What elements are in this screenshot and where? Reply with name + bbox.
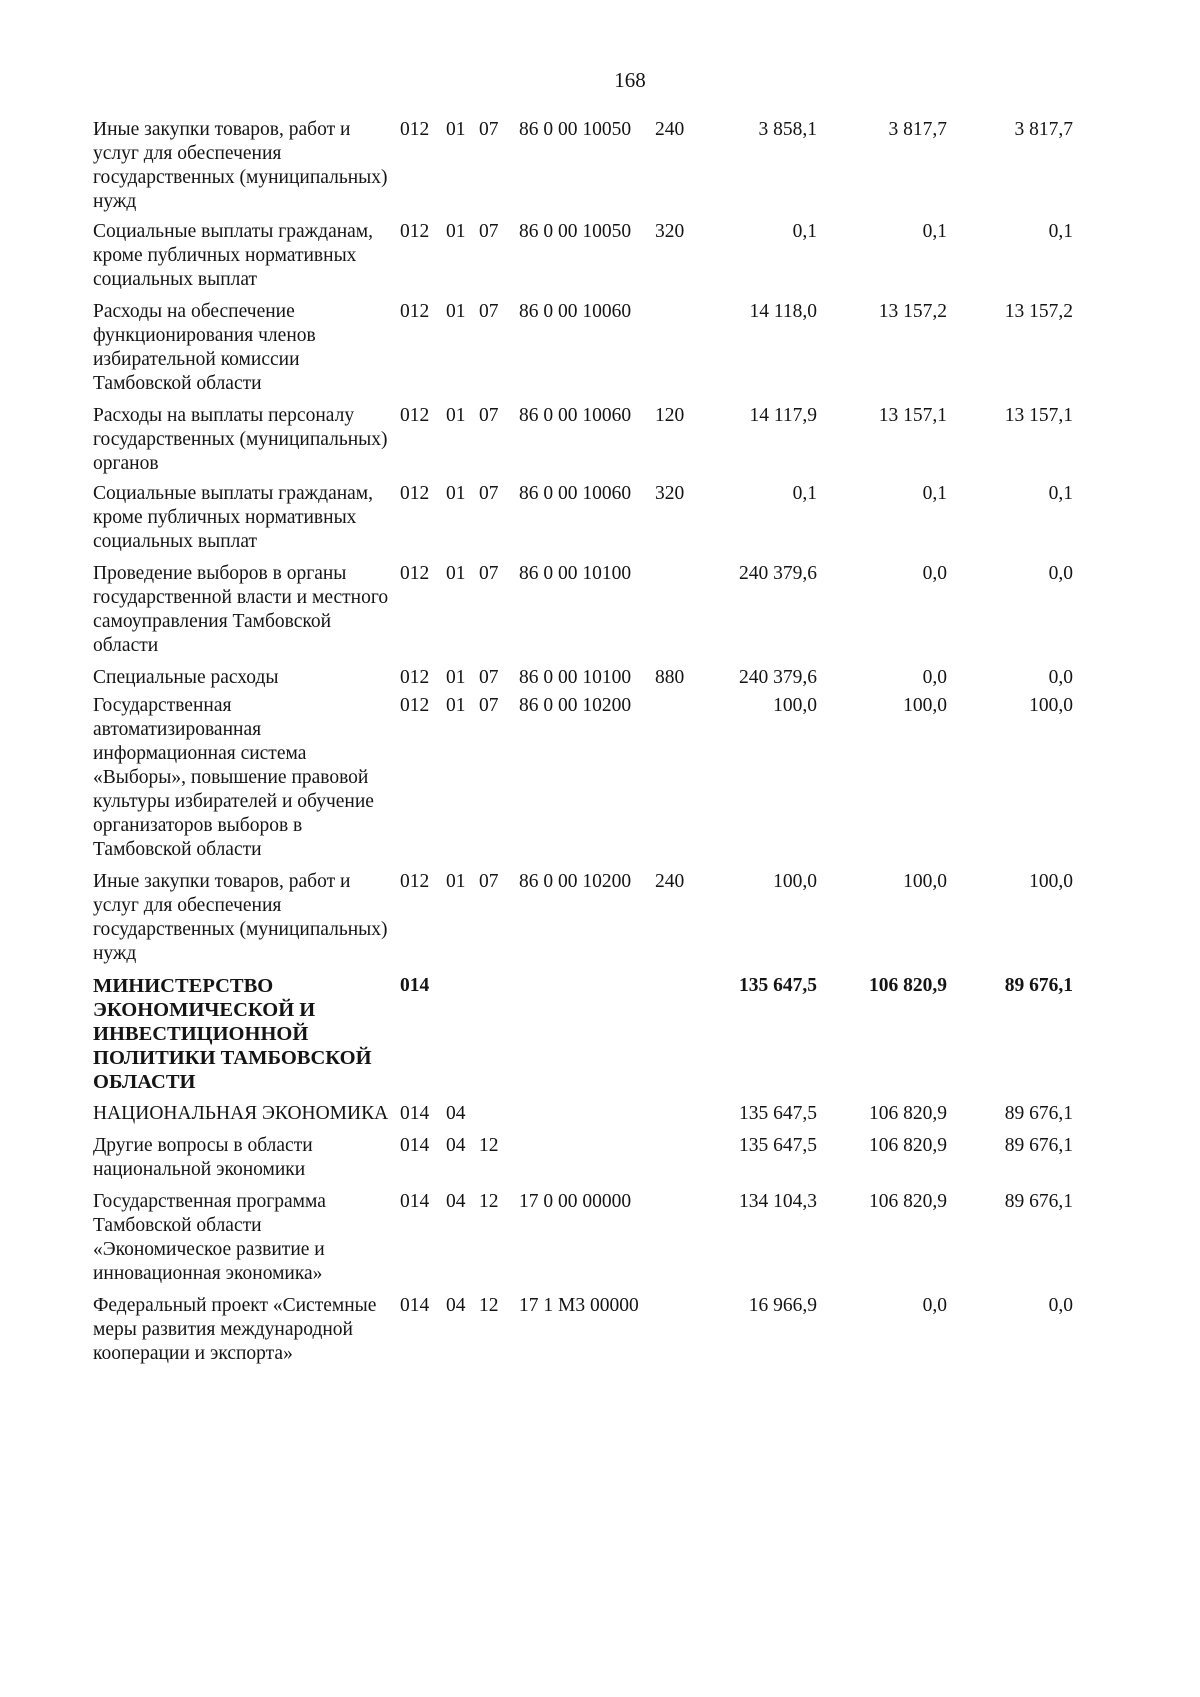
amount-year-1: 240 379,6: [739, 667, 817, 688]
target-article-code: 17 1 M3 00000: [519, 1295, 639, 1316]
amount-year-2: 0,0: [922, 1295, 947, 1316]
amount-year-2: 0,1: [922, 483, 947, 504]
table-row: [93, 554, 1073, 658]
amount-year-3: 13 157,2: [1004, 301, 1073, 322]
row-name: Расходы на выплаты персоналу государственных (муниципальных) органов: [93, 405, 388, 474]
amount-year-2: 13 157,1: [878, 405, 947, 426]
section-code: 01: [446, 667, 466, 688]
amount-year-3: 0,0: [1048, 667, 1073, 688]
expense-type-code: 320: [655, 221, 685, 242]
amount-year-1: 0,1: [792, 221, 817, 242]
subsection-code: 07: [479, 301, 499, 322]
section-code: 04: [446, 1295, 466, 1316]
expense-type-code: [655, 554, 715, 658]
row-name: МИНИСТЕРСТВО ЭКОНОМИЧЕСКОЙ И ИНВЕСТИЦИОННОЙ ПОЛИТИКИ ТАМБОВСКОЙ ОБЛАСТИ: [93, 975, 372, 1093]
amount-year-3: 89 676,1: [1004, 975, 1073, 996]
row-name: Расходы на обеспечение функционирования членов избирательной комиссии Тамбовской области: [93, 301, 316, 394]
table-row: [93, 966, 1073, 1094]
amount-year-2: 3 817,7: [888, 119, 947, 140]
ved-code: 012: [400, 483, 430, 504]
section-code: 01: [446, 301, 466, 322]
section-code: 01: [446, 695, 466, 716]
expense-type-code: 320: [655, 483, 685, 504]
expense-type-code: 120: [655, 405, 685, 426]
subsection-code: 07: [479, 405, 499, 426]
target-article-code: 86 0 00 10050: [519, 221, 632, 242]
subsection-code: 07: [479, 695, 499, 716]
target-article-code: 86 0 00 10100: [519, 563, 632, 584]
expense-type-code: 240: [655, 871, 685, 892]
target-article-code: 86 0 00 10100: [519, 667, 632, 688]
amount-year-1: 16 966,9: [748, 1295, 817, 1316]
subsection-code: [479, 966, 519, 1094]
amount-year-1: 135 647,5: [739, 975, 817, 996]
amount-year-2: 100,0: [903, 871, 947, 892]
row-name: Федеральный проект «Системные меры развития международной кооперации и экспорта»: [93, 1295, 377, 1364]
section-code: [446, 966, 479, 1094]
section-code: 01: [446, 563, 466, 584]
subsection-code: 07: [479, 563, 499, 584]
table-row: [93, 118, 1073, 214]
ved-code: 014: [400, 1135, 430, 1156]
table-body: [93, 118, 1073, 1366]
amount-year-2: 106 820,9: [869, 975, 947, 996]
target-article-code: 86 0 00 10200: [519, 695, 632, 716]
expense-type-code: [655, 1126, 715, 1182]
amount-year-1: 134 104,3: [739, 1191, 817, 1212]
target-article-code: [519, 1126, 655, 1182]
amount-year-2: 100,0: [903, 695, 947, 716]
expense-type-code: 880: [655, 667, 685, 688]
ved-code: 014: [400, 975, 430, 996]
amount-year-3: 0,1: [1048, 221, 1073, 242]
page-number: 168: [614, 68, 646, 92]
subsection-code: 12: [479, 1135, 499, 1156]
row-name: Государственная программа Тамбовской области «Экономическое развитие и инновационная экономика»: [93, 1191, 326, 1284]
ved-code: 012: [400, 301, 430, 322]
table-row: [93, 476, 1073, 554]
amount-year-3: 100,0: [1029, 871, 1073, 892]
expense-type-code: [655, 1286, 715, 1366]
section-code: 01: [446, 871, 466, 892]
section-code: 04: [446, 1103, 466, 1124]
section-code: 01: [446, 405, 466, 426]
amount-year-1: 3 858,1: [758, 119, 817, 140]
amount-year-1: 100,0: [773, 871, 817, 892]
ved-code: 012: [400, 695, 430, 716]
subsection-code: 07: [479, 667, 499, 688]
amount-year-3: 3 817,7: [1014, 119, 1073, 140]
target-article-code: [519, 966, 655, 1094]
section-code: 04: [446, 1191, 466, 1212]
amount-year-1: 0,1: [792, 483, 817, 504]
target-article-code: 17 0 00 00000: [519, 1191, 632, 1212]
amount-year-1: 135 647,5: [739, 1135, 817, 1156]
subsection-code: 07: [479, 871, 499, 892]
section-code: 01: [446, 483, 466, 504]
section-code: 01: [446, 221, 466, 242]
amount-year-3: 0,1: [1048, 483, 1073, 504]
row-name: Иные закупки товаров, работ и услуг для обеспечения государственных (муниципальных) нужд: [93, 871, 388, 964]
amount-year-2: 106 820,9: [869, 1103, 947, 1124]
ved-code: 012: [400, 221, 430, 242]
row-name: Социальные выплаты гражданам, кроме публичных нормативных социальных выплат: [93, 483, 374, 552]
amount-year-2: 106 820,9: [869, 1191, 947, 1212]
amount-year-2: 0,0: [922, 563, 947, 584]
section-code: 04: [446, 1135, 466, 1156]
amount-year-2: 106 820,9: [869, 1135, 947, 1156]
row-name: Проведение выборов в органы государственной власти и местного самоуправления Тамбовской области: [93, 563, 389, 656]
subsection-code: 12: [479, 1295, 499, 1316]
expense-type-code: [655, 292, 715, 396]
expense-type-code: [655, 690, 715, 862]
row-name: НАЦИОНАЛЬНАЯ ЭКОНОМИКА: [93, 1103, 389, 1124]
subsection-code: 12: [479, 1191, 499, 1212]
amount-year-3: 0,0: [1048, 563, 1073, 584]
table-row: [93, 1286, 1073, 1366]
table-row: [93, 1094, 1073, 1126]
ved-code: 012: [400, 871, 430, 892]
amount-year-1: 14 118,0: [749, 301, 817, 322]
amount-year-2: 13 157,2: [878, 301, 947, 322]
amount-year-1: 135 647,5: [739, 1103, 817, 1124]
amount-year-1: 14 117,9: [749, 405, 817, 426]
expense-type-code: [655, 966, 715, 1094]
expense-type-code: 240: [655, 119, 685, 140]
table-row: [93, 214, 1073, 292]
table-row: [93, 658, 1073, 690]
target-article-code: 86 0 00 10050: [519, 119, 632, 140]
ved-code: 014: [400, 1295, 430, 1316]
row-name: Другие вопросы в области национальной экономики: [93, 1135, 313, 1180]
target-article-code: 86 0 00 10060: [519, 301, 632, 322]
amount-year-3: 89 676,1: [1004, 1103, 1073, 1124]
expense-type-code: [655, 1182, 715, 1286]
ved-code: 012: [400, 405, 430, 426]
amount-year-3: 100,0: [1029, 695, 1073, 716]
ved-code: 012: [400, 667, 430, 688]
table-row: [93, 1126, 1073, 1182]
ved-code: 012: [400, 563, 430, 584]
amount-year-1: 100,0: [773, 695, 817, 716]
target-article-code: 86 0 00 10060: [519, 483, 632, 504]
table-row: [93, 690, 1073, 862]
budget-table: [93, 118, 1073, 1366]
subsection-code: [479, 1094, 519, 1126]
table-row: [93, 292, 1073, 396]
amount-year-2: 0,1: [922, 221, 947, 242]
amount-year-3: 13 157,1: [1004, 405, 1073, 426]
target-article-code: 86 0 00 10200: [519, 871, 632, 892]
expense-type-code: [655, 1094, 715, 1126]
subsection-code: 07: [479, 221, 499, 242]
table-row: [93, 396, 1073, 476]
row-name: Иные закупки товаров, работ и услуг для обеспечения государственных (муниципальных) нужд: [93, 119, 388, 212]
section-code: 01: [446, 119, 466, 140]
subsection-code: 07: [479, 483, 499, 504]
amount-year-1: 240 379,6: [739, 563, 817, 584]
ved-code: 014: [400, 1103, 430, 1124]
amount-year-3: 89 676,1: [1004, 1191, 1073, 1212]
ved-code: 012: [400, 119, 430, 140]
row-name: Социальные выплаты гражданам, кроме публичных нормативных социальных выплат: [93, 221, 374, 290]
target-article-code: [519, 1094, 655, 1126]
subsection-code: 07: [479, 119, 499, 140]
ved-code: 014: [400, 1191, 430, 1212]
row-name: Государственная автоматизированная информационная система «Выборы», повышение правовой культуры избирателей и обучение организаторов выборов в Тамбовской области: [93, 695, 374, 860]
table-row: [93, 1182, 1073, 1286]
amount-year-3: 0,0: [1048, 1295, 1073, 1316]
row-name: Специальные расходы: [93, 667, 279, 688]
amount-year-2: 0,0: [922, 667, 947, 688]
table-row: [93, 862, 1073, 966]
amount-year-3: 89 676,1: [1004, 1135, 1073, 1156]
target-article-code: 86 0 00 10060: [519, 405, 632, 426]
